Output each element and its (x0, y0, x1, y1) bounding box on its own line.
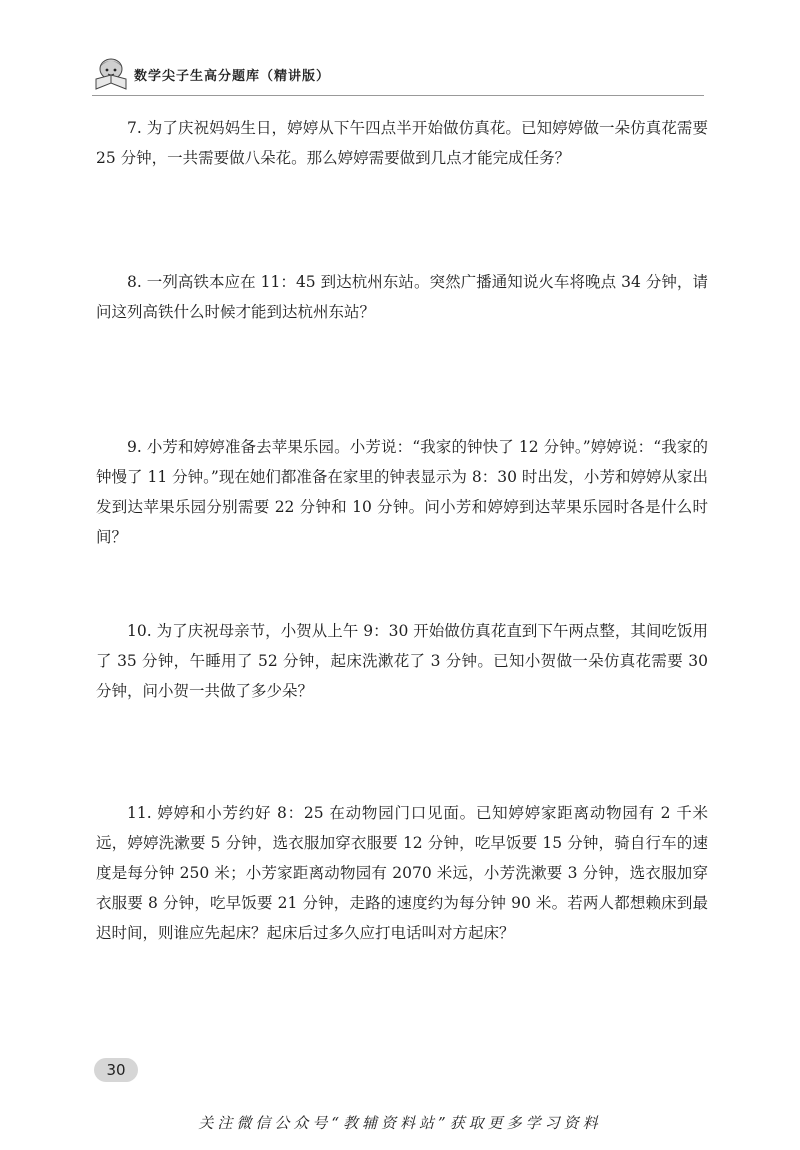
problem-7: 7. 为了庆祝妈妈生日，婷婷从下午四点半开始做仿真花。已知婷婷做一朵仿真花需要 25 分钟，一共需要做八朵花。那么婷婷需要做到几点才能完成任务？ (96, 119, 708, 167)
problem-9: 9. 小芳和婷婷准备去苹果乐园。小芳说：“我家的钟快了 12 分钟。”婷婷说：“我家的钟慢了 11 分钟。”现在她们都准备在家里的钟表显示为 8：30 时出发，小芳和婷婷从家出发到达苹果乐园分别需要 22 分钟和 10 分钟。问小芳和婷婷到达苹果乐园时各是什么时间？ (96, 438, 708, 546)
footer-promo-text: 关注微信公众号“教辅资料站”获取更多学习资料 (198, 1114, 602, 1132)
problem-8: 8. 一列高铁本应在 11：45 到达杭州东站。突然广播通知说火车将晚点 34 分钟，请问这列高铁什么时候才能到达杭州东站？ (96, 273, 708, 321)
page-number-badge: 30 (94, 1058, 138, 1082)
book-series-title: 数学尖子生高分题库（精讲版） (134, 69, 331, 84)
reading-child-icon (92, 55, 130, 91)
problem-11: 11. 婷婷和小芳约好 8：25 在动物园门口见面。已知婷婷家距离动物园有 2 千米远，婷婷洗漱要 5 分钟，选衣服加穿衣服要 12 分钟，吃早饭要 15 分钟，骑自行车的速度是每分钟 250 米；小芳家距离动物园有 2070 米远，小芳洗漱要 3 分钟，选衣服加穿衣服要 8 分钟，吃早饭要 21 分钟，走路的速度约为每分钟 90 米。若两人都想赖床到最迟时间，则谁应先起床？起床后过多久应打电话叫对方起床？ (96, 804, 708, 942)
header-divider (92, 95, 704, 96)
page-header (92, 55, 712, 95)
problem-10: 10. 为了庆祝母亲节，小贺从上午 9：30 开始做仿真花直到下午两点整，其间吃饭用了 35 分钟，午睡用了 52 分钟，起床洗漱花了 3 分钟。已知小贺做一朵仿真花需要 30 分钟，问小贺一共做了多少朵？ (96, 622, 708, 700)
